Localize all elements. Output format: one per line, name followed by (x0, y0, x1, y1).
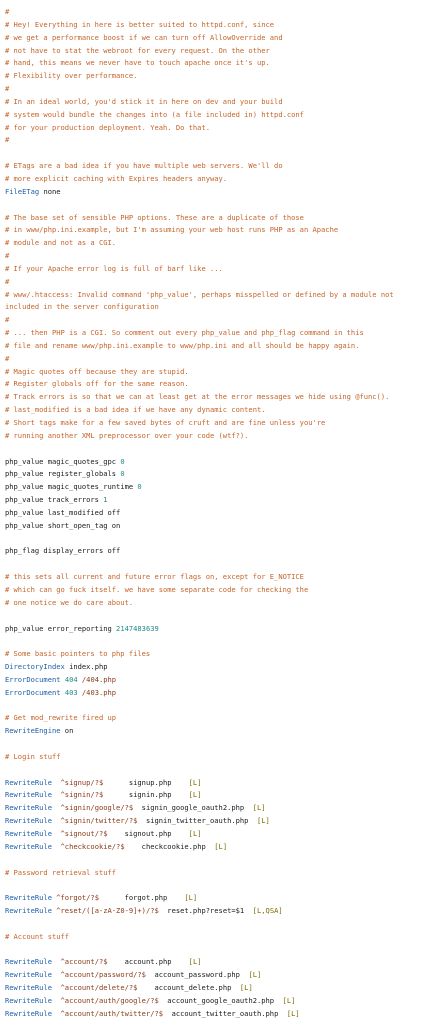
code-line (5, 173, 422, 186)
rewrite-flags: [L] (188, 790, 202, 800)
code-line (5, 443, 422, 456)
error-code: 403 (64, 687, 78, 697)
code-line (5, 122, 422, 135)
directive-value: none (39, 186, 61, 196)
code-line (5, 584, 422, 597)
code-line (5, 109, 422, 122)
comment-text: # The base set of sensible PHP options. These are a duplicate of those (5, 212, 304, 222)
error-document-path: /404.php (81, 674, 117, 684)
code-line (5, 237, 422, 250)
comment-text: # Some basic pointers to php files (5, 649, 151, 659)
rewrite-flags: [L] (188, 957, 202, 967)
code-line (5, 700, 422, 713)
comment-text: # not have to stat the webroot for every request. On the other (5, 45, 270, 55)
rewrite-pattern: ^account/delete/?$ (51, 983, 138, 993)
rewrite-directive: RewriteRule (5, 893, 52, 903)
directive-name: DirectoryIndex (5, 662, 65, 672)
comment-text: # Account stuff (5, 931, 70, 941)
comment-text: # Flexibility over performance. (5, 71, 138, 81)
rewrite-flags: [L] (188, 829, 202, 838)
directive-name: ErrorDocument (5, 674, 61, 684)
rewrite-flags: [L] (188, 777, 202, 787)
comment-text: # which can go fuck itself. we have some separate code for checking the (5, 584, 309, 594)
rewrite-target: forgot.php (98, 893, 185, 903)
code-line (5, 224, 422, 237)
code-line (5, 289, 422, 302)
code-line (5, 404, 422, 417)
code-line (5, 250, 422, 263)
rewrite-target: checkcookie.php (124, 841, 215, 851)
rewrite-pattern: ^signin/?$ (51, 790, 104, 800)
code-line (5, 314, 422, 327)
rewrite-directive: RewriteRule (5, 995, 52, 1005)
rewrite-directive: RewriteRule (5, 803, 52, 813)
directive-name: ErrorDocument (5, 687, 61, 697)
error-code: 404 (64, 674, 78, 684)
comment-text: # ... then PHP is a CGI. So comment out every php_value and php_flag command in this (5, 328, 364, 338)
code-line (5, 969, 422, 982)
rewrite-flags: [L] (239, 983, 253, 993)
code-line (5, 430, 422, 443)
code-line (5, 70, 422, 83)
comment-text: # Login stuff (5, 751, 61, 761)
code-line (5, 263, 422, 276)
rewrite-directive: RewriteRule (5, 1008, 52, 1018)
code-line (5, 918, 422, 931)
rewrite-target: signin.php (103, 790, 189, 800)
code-line (5, 789, 422, 802)
comment-text: # module and not as a CGI. (5, 238, 117, 248)
rewrite-flags: [L] (282, 995, 296, 1005)
comment-text: # in www/php.ini.example, but I'm assuming your web host runs PHP as an Apache (5, 225, 339, 235)
rewrite-pattern: ^signout/?$ (51, 829, 108, 838)
code-line (5, 276, 422, 289)
rewrite-target: account_delete.php (137, 983, 240, 993)
code-line (5, 507, 422, 520)
code-line (5, 982, 422, 995)
php-setting-number: 2147483639 (116, 623, 159, 633)
rewrite-pattern: ^account/auth/twitter/?$ (51, 1008, 164, 1018)
code-line (5, 841, 422, 854)
code-line (5, 738, 422, 751)
code-line (5, 57, 422, 70)
code-line (5, 558, 422, 571)
code-line (5, 648, 422, 661)
rewrite-pattern: ^signin/twitter/?$ (51, 816, 138, 826)
comment-text: # Short tags make for a few saved bytes of cruft and are fine unless you're (5, 418, 326, 427)
rewrite-target: account.php (107, 957, 189, 967)
rewrite-flags: [L] (257, 816, 270, 826)
php-setting-number: 0 (120, 456, 125, 466)
php-setting: php_value magic_quotes_gpc (5, 456, 121, 466)
rewrite-target: signout.php (107, 829, 189, 838)
code-line (5, 802, 422, 815)
comment-text: # If your Apache error log is full of barf like ... (5, 263, 223, 273)
code-line (5, 494, 422, 507)
code-line (5, 301, 422, 314)
code-line (5, 623, 422, 636)
comment-text: # (5, 84, 10, 94)
code-line (5, 1008, 422, 1021)
rewrite-pattern: ^account/password/?$ (51, 970, 146, 980)
comment-text: # hand, this means we never have to touch apache once it's up. (5, 58, 270, 68)
directive-value: on (60, 726, 74, 736)
comment-text: # Get mod_rewrite fired up (5, 713, 117, 723)
php-setting: php_value last_modified off (5, 507, 121, 517)
rewrite-pattern: ^account/?$ (51, 957, 108, 967)
code-line (5, 777, 422, 790)
code-line (5, 764, 422, 777)
comment-text: # this sets all current and future error flags on, except for E_NOTICE (5, 572, 304, 582)
php-setting: php_value register_globals (5, 469, 121, 479)
comment-text: # (5, 135, 10, 145)
comment-text: # (5, 7, 10, 16)
code-line (5, 571, 422, 584)
code-line (5, 366, 422, 379)
rewrite-directive: RewriteRule (5, 906, 52, 916)
directive-value: index.php (64, 662, 108, 672)
code-line (5, 186, 422, 199)
rewrite-target: signin_twitter_oauth.php (137, 816, 257, 826)
comment-text: # In an ideal world, you'd stick it in here on dev and your build (5, 96, 283, 106)
php-setting-number: 0 (137, 482, 142, 492)
php-setting-number: 1 (103, 495, 108, 505)
comment-text: # Hey! Everything in here is better suited to httpd.conf, since (5, 19, 275, 29)
rewrite-directive: RewriteRule (5, 777, 52, 787)
code-line (5, 610, 422, 623)
code-line (5, 828, 422, 841)
php-setting: php_flag display_errors off (5, 546, 121, 556)
code-line (5, 533, 422, 546)
comment-text: # (5, 315, 10, 325)
comment-text: # Register globals off for the same reason. (5, 379, 189, 389)
code-line (5, 725, 422, 738)
code-line (5, 892, 422, 905)
rewrite-target: account_google_oauth2.php (158, 995, 283, 1005)
rewrite-directive: RewriteRule (5, 841, 52, 851)
rewrite-flags: [L] (286, 1008, 300, 1018)
code-line (5, 674, 422, 687)
code-line (5, 931, 422, 944)
comment-text: # (5, 353, 10, 363)
rewrite-directive: RewriteRule (5, 970, 52, 980)
comment-text: # system would bundle the changes into (a file included in) httpd.conf (5, 109, 304, 119)
code-line (5, 353, 422, 366)
rewrite-pattern: ^account/auth/google/?$ (51, 995, 159, 1005)
code-line (5, 635, 422, 648)
php-setting-number: 0 (120, 469, 125, 479)
code-line (5, 134, 422, 147)
code-line (5, 879, 422, 892)
code-line (5, 160, 422, 173)
php-setting: php_value error_reporting (5, 623, 117, 633)
code-line (5, 481, 422, 494)
code-line (5, 340, 422, 353)
php-setting: php_value track_errors (5, 495, 104, 505)
code-line (5, 212, 422, 225)
code-line (5, 32, 422, 45)
rewrite-flags: [L] (214, 841, 228, 851)
rewrite-flags: [L] (184, 893, 198, 903)
rewrite-target: account_password.php (145, 970, 249, 980)
code-line (5, 815, 422, 828)
code-line (5, 6, 422, 19)
code-line (5, 905, 422, 918)
code-line (5, 19, 422, 32)
code-line (5, 995, 422, 1008)
rewrite-pattern: ^checkcookie/?$ (51, 841, 125, 851)
rewrite-flags: [L] (252, 803, 266, 813)
rewrite-flags: [L,QSA] (252, 906, 283, 916)
rewrite-flags: [L] (248, 970, 262, 980)
directive-name: RewriteEngine (5, 726, 61, 736)
code-line (5, 712, 422, 725)
code-line (5, 751, 422, 764)
code-line (5, 468, 422, 481)
code-line (5, 661, 422, 674)
php-setting: php_value short_open_tag on (5, 520, 121, 530)
code-line (5, 854, 422, 867)
comment-text: # ETags are a bad idea if you have multiple web servers. We'll do (5, 161, 283, 171)
comment-text: # more explicit caching with Expires headers anyway. (5, 173, 228, 183)
rewrite-target: account_twitter_oauth.php (163, 1008, 287, 1018)
code-line (5, 45, 422, 58)
code-line (5, 944, 422, 957)
code-line (5, 687, 422, 700)
directive-name: FileETag (5, 186, 40, 196)
comment-text: # www/.htaccess: Invalid command 'php_value', perhaps misspelled or defined by a module not (5, 289, 394, 299)
code-line (5, 597, 422, 610)
comment-text: # Password retrieval stuff (5, 867, 117, 877)
rewrite-directive: RewriteRule (5, 790, 52, 800)
php-setting: php_value magic_quotes_runtime (5, 482, 138, 492)
code-line (5, 83, 422, 96)
rewrite-target: signin_google_oauth2.php (133, 803, 253, 813)
comment-text: # one notice we do care about. (5, 597, 134, 607)
rewrite-pattern: ^signin/google/?$ (51, 803, 134, 813)
comment-text: # Track errors is so that we can at least get at the error messages we hide using @func(). (5, 392, 390, 402)
rewrite-directive: RewriteRule (5, 816, 52, 826)
code-line (5, 96, 422, 109)
comment-text: # we get a performance boost if we can turn off AllowOverride and (5, 32, 283, 42)
comment-text: # running another XML preprocessor over your code (wtf?). (5, 430, 249, 440)
comment-text: # Magic quotes off because they are stupid. (5, 366, 189, 376)
rewrite-target: signup.php (103, 777, 189, 787)
rewrite-target: reset.php?reset=$1 (158, 906, 253, 916)
comment-text: included in the server configuration (5, 302, 159, 312)
error-document-path: /403.php (81, 687, 117, 697)
comment-text: # (5, 276, 10, 286)
code-line (5, 327, 422, 340)
code-line (5, 456, 422, 469)
comment-text: # for your production deployment. Yeah. Do that. (5, 122, 210, 132)
code-line (5, 417, 422, 430)
rewrite-pattern: ^forgot/?$ (51, 893, 99, 903)
rewrite-directive: RewriteRule (5, 983, 52, 993)
rewrite-pattern: ^signup/?$ (51, 777, 104, 787)
rewrite-directive: RewriteRule (5, 829, 52, 838)
code-line (5, 147, 422, 160)
code-line (5, 545, 422, 558)
code-line (5, 199, 422, 212)
comment-text: # (5, 251, 10, 261)
comment-text: # last_modified is a bad idea if we have any dynamic content. (5, 405, 266, 415)
code-line (5, 520, 422, 533)
code-line (5, 867, 422, 880)
code-line (5, 378, 422, 391)
code-line (5, 391, 422, 404)
rewrite-pattern: ^reset/([a-zA-Z0-9]+)/?$ (51, 906, 159, 916)
code-line (5, 956, 422, 969)
comment-text: # file and rename www/php.ini.example to www/php.ini and all should be happy again. (5, 340, 360, 350)
rewrite-directive: RewriteRule (5, 957, 52, 967)
